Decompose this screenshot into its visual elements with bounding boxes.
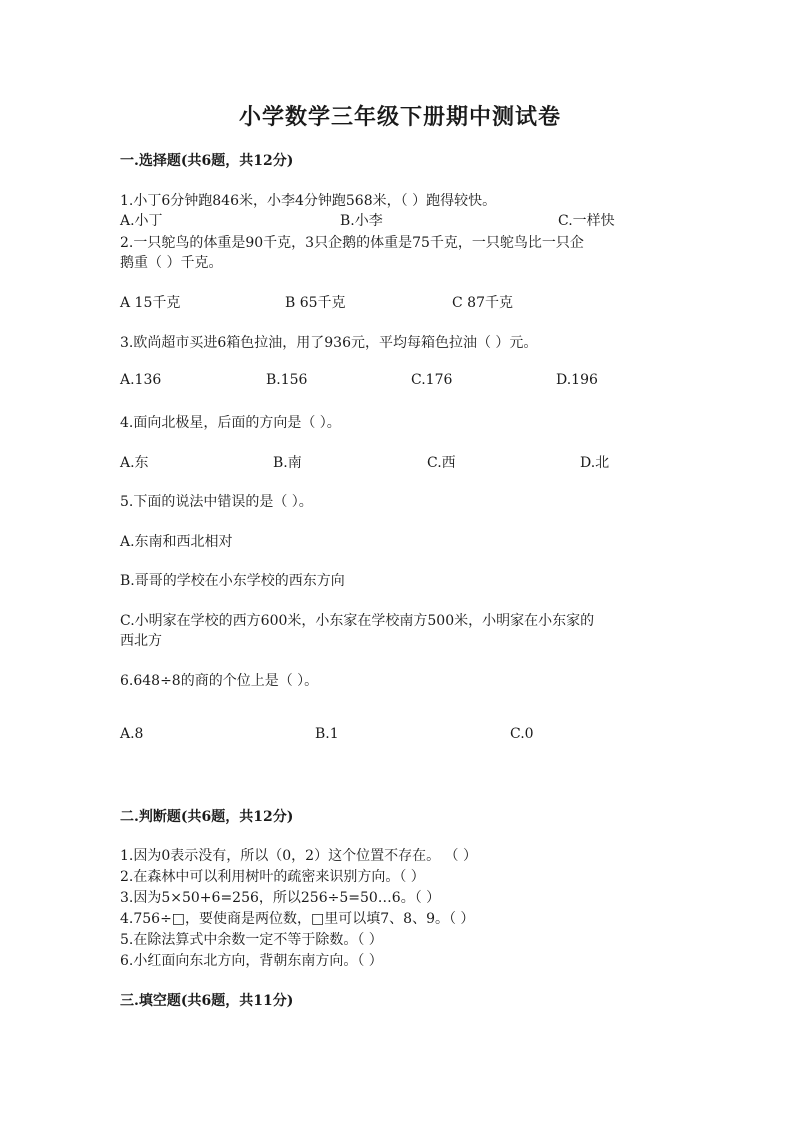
section-heading-fill: 三.填空题(共6题，共11分) bbox=[120, 993, 294, 1009]
q5-option-c-line1: C.小明家在学校的西方600米，小东家在学校南方500米，小明家在小东家的 bbox=[120, 613, 595, 629]
judge-item-6: 6.小红面向东北方向，背朝东南方向。（ ） bbox=[120, 953, 383, 969]
section-heading-judge: 二.判断题(共6题，共12分) bbox=[120, 809, 294, 825]
q1-option-c: C.一样快 bbox=[558, 213, 615, 229]
judge-item-1: 1.因为0表示没有，所以（0，2）这个位置不存在。 （ ） bbox=[120, 848, 477, 864]
q6-option-b: B.1 bbox=[315, 726, 339, 742]
judge-item-3: 3.因为5×50+6=256，所以256÷5=50…6。（ ） bbox=[120, 890, 441, 906]
question-2-line1: 2.一只鸵鸟的体重是90千克，3只企鹅的体重是75千克，一只鸵鸟比一只企 bbox=[120, 235, 584, 251]
section-heading-choice: 一.选择题(共6题，共12分) bbox=[120, 153, 294, 169]
judge-item-2: 2.在森林中可以利用树叶的疏密来识别方向。（ ） bbox=[120, 869, 425, 885]
question-1: 1.小丁6分钟跑846米，小李4分钟跑568米，（ ）跑得较快。 bbox=[120, 193, 497, 209]
q6-option-a: A.8 bbox=[120, 726, 144, 742]
q3-option-c: C.176 bbox=[411, 372, 453, 388]
q3-option-b: B.156 bbox=[266, 372, 308, 388]
q5-option-b: B.哥哥的学校在小东学校的西东方向 bbox=[120, 573, 345, 589]
q6-option-c: C.0 bbox=[510, 726, 534, 742]
judge-item-4: 4.756÷□，要使商是两位数，□里可以填7、8、9。（ ） bbox=[120, 911, 475, 927]
question-5: 5.下面的说法中错误的是（ ）。 bbox=[120, 494, 313, 510]
q5-option-c-line2: 西北方 bbox=[120, 633, 162, 649]
q4-option-b: B.南 bbox=[273, 455, 302, 471]
q5-option-a: A.东南和西北相对 bbox=[120, 534, 233, 550]
q4-option-a: A.东 bbox=[120, 455, 149, 471]
question-6: 6.648÷8的商的个位上是（ ）。 bbox=[120, 673, 319, 689]
q2-option-a: A 15千克 bbox=[120, 295, 181, 311]
question-2-line2: 鹅重（ ）千克。 bbox=[120, 255, 223, 271]
page-title: 小学数学三年级下册期中测试卷 bbox=[238, 104, 561, 130]
q4-option-c: C.西 bbox=[427, 455, 456, 471]
q2-option-b: B 65千克 bbox=[285, 295, 346, 311]
q2-option-c: C 87千克 bbox=[452, 295, 513, 311]
q4-option-d: D.北 bbox=[580, 455, 610, 471]
q1-option-a: A.小丁 bbox=[120, 213, 163, 229]
judge-item-5: 5.在除法算式中余数一定不等于除数。（ ） bbox=[120, 932, 383, 948]
question-4: 4.面向北极星，后面的方向是（ ）。 bbox=[120, 415, 341, 431]
q3-option-d: D.196 bbox=[556, 372, 598, 388]
q1-option-b: B.小李 bbox=[340, 213, 383, 229]
question-3: 3.欧尚超市买进6箱色拉油，用了936元，平均每箱色拉油（ ）元。 bbox=[120, 335, 538, 351]
q3-option-a: A.136 bbox=[120, 372, 162, 388]
